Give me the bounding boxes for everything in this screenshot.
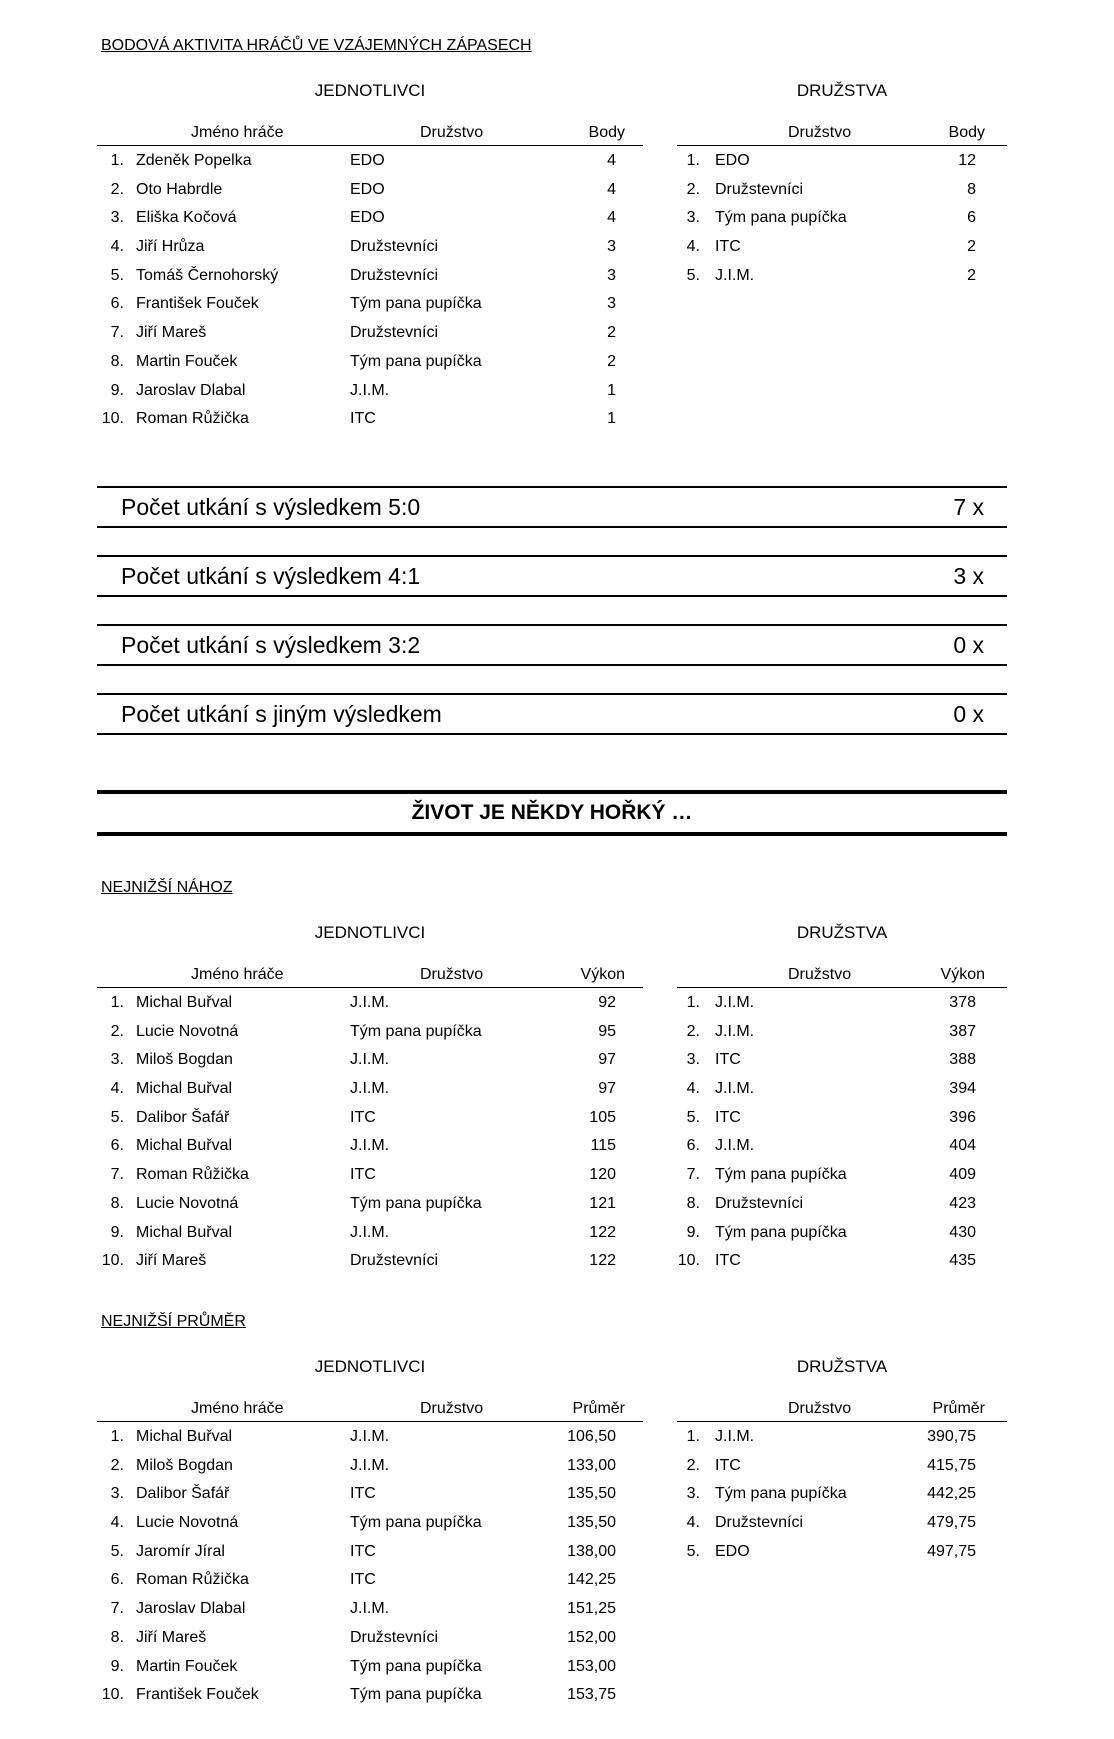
team-name: J.I.M.	[715, 266, 755, 284]
row-value: 2	[607, 352, 616, 370]
row-rank: 6.	[110, 295, 124, 313]
table-row	[677, 1132, 1007, 1161]
team-name: Tým pana pupíčka	[715, 1166, 847, 1184]
row-rank: 3.	[686, 1051, 700, 1069]
row-value: 121	[589, 1194, 616, 1212]
row-value: 4	[607, 209, 616, 227]
table-row	[677, 204, 1007, 233]
row-rank: 4.	[686, 1080, 700, 1098]
stat-label: Počet utkání s jiným výsledkem	[121, 701, 442, 727]
team-name: EDO	[715, 152, 750, 169]
team-name: ITC	[715, 1456, 741, 1474]
row-rank: 6.	[110, 1571, 124, 1589]
teams-heading: DRUŽSTVA	[796, 1357, 888, 1376]
row-value: 120	[589, 1166, 616, 1184]
team-name: J.I.M.	[715, 1428, 755, 1445]
row-rank: 8.	[110, 1628, 124, 1646]
table-row	[677, 1161, 1007, 1190]
row-value: 106,50	[567, 1428, 616, 1445]
row-rank: 10.	[677, 1252, 700, 1270]
team-name: J.I.M.	[350, 1137, 390, 1155]
section-title-lowest-average: NEJNIŽŠÍ PRŮMĚR	[101, 1313, 246, 1330]
player-name: Lucie Novotná	[136, 1514, 239, 1532]
table-row	[677, 1190, 1007, 1219]
player-name: Martin Fouček	[136, 1657, 238, 1675]
row-rank: 4.	[686, 238, 700, 256]
individuals-heading: JEDNOTLIVCI	[314, 1357, 426, 1376]
table-row	[677, 989, 1007, 1018]
individuals-table	[97, 1395, 643, 1710]
row-value: 92	[598, 994, 616, 1011]
team-name: Tým pana pupíčka	[715, 209, 847, 227]
row-value: 404	[949, 1137, 976, 1155]
section-title-lowest-throw: NEJNIŽŠÍ NÁHOZ	[101, 879, 233, 896]
teams-heading: DRUŽSTVA	[796, 923, 888, 942]
player-name: Michal Buřval	[136, 1223, 233, 1241]
player-name: Miloš Bogdan	[136, 1051, 233, 1069]
row-value: 97	[598, 1051, 616, 1069]
row-value: 497,75	[927, 1542, 976, 1560]
column-header-name: Jméno hráče	[191, 1400, 284, 1417]
team-name: J.I.M.	[715, 1080, 755, 1098]
row-value: 388	[949, 1051, 976, 1069]
team-name: ITC	[350, 1542, 376, 1560]
player-name: Jiří Mareš	[136, 1628, 207, 1646]
row-value: 105	[589, 1108, 616, 1126]
team-name: ITC	[350, 410, 376, 428]
row-value: 479,75	[927, 1514, 976, 1532]
row-rank: 1.	[110, 994, 124, 1011]
row-rank: 5.	[686, 266, 700, 284]
table-row	[97, 377, 643, 406]
team-name: J.I.M.	[715, 1137, 755, 1155]
row-rank: 5.	[110, 1108, 124, 1126]
team-name: ITC	[350, 1166, 376, 1184]
table-row	[97, 1595, 643, 1624]
table-header	[677, 119, 1007, 146]
table-row	[97, 1452, 643, 1481]
row-rank: 9.	[110, 1657, 124, 1675]
teams-table	[677, 1395, 1007, 1566]
team-name: ITC	[715, 1252, 741, 1270]
table-row	[97, 1161, 643, 1190]
table-header	[97, 961, 643, 988]
row-rank: 7.	[686, 1166, 700, 1184]
row-value: 152,00	[567, 1628, 616, 1646]
row-rank: 10.	[101, 410, 124, 428]
row-value: 8	[967, 180, 976, 198]
row-value: 2	[607, 324, 616, 342]
player-name: František Fouček	[136, 295, 259, 313]
player-name: Jiří Mareš	[136, 324, 207, 342]
row-value: 4	[607, 180, 616, 198]
column-header-value: Body	[948, 124, 985, 141]
stat-row-other	[97, 693, 1007, 735]
row-rank: 10.	[101, 1252, 124, 1270]
table-row	[97, 1018, 643, 1047]
team-name: Družstevníci	[715, 180, 804, 198]
row-value: 396	[949, 1108, 976, 1126]
table-row	[677, 1247, 1007, 1276]
teams-table	[677, 119, 1007, 290]
team-name: Družstevníci	[350, 324, 439, 342]
row-rank: 4.	[110, 238, 124, 256]
row-value: 135,50	[567, 1514, 616, 1532]
team-name: ITC	[715, 1051, 741, 1069]
player-name: Miloš Bogdan	[136, 1456, 233, 1474]
row-rank: 3.	[110, 209, 124, 227]
table-row	[97, 1190, 643, 1219]
row-rank: 5.	[110, 1542, 124, 1560]
team-name: J.I.M.	[350, 381, 390, 399]
table-row	[97, 1624, 643, 1653]
table-row	[97, 1219, 643, 1248]
row-rank: 6.	[686, 1137, 700, 1155]
team-name: ITC	[715, 238, 741, 256]
player-name: Lucie Novotná	[136, 1022, 239, 1040]
row-rank: 10.	[101, 1686, 124, 1704]
team-name: ITC	[715, 1108, 741, 1126]
row-rank: 2.	[686, 1022, 700, 1040]
player-name: Tomáš Černohorský	[136, 266, 279, 284]
stat-label: Počet utkání s výsledkem 3:2	[121, 632, 421, 658]
row-value: 151,25	[567, 1600, 616, 1618]
team-name: Družstevníci	[350, 266, 439, 284]
table-row	[97, 348, 643, 377]
row-value: 115	[590, 1137, 616, 1155]
table-row	[97, 1653, 643, 1682]
individuals-heading: JEDNOTLIVCI	[314, 81, 426, 100]
row-rank: 5.	[686, 1542, 700, 1560]
table-row	[97, 1075, 643, 1104]
table-header	[97, 119, 643, 146]
table-row	[97, 204, 643, 233]
row-rank: 3.	[686, 209, 700, 227]
player-name: Martin Fouček	[136, 352, 238, 370]
table-row	[97, 319, 643, 348]
row-value: 435	[949, 1252, 976, 1270]
team-name: ITC	[350, 1571, 376, 1589]
row-value: 12	[958, 152, 976, 169]
table-row	[97, 1247, 643, 1276]
table-row	[677, 1018, 1007, 1047]
row-rank: 7.	[110, 1166, 124, 1184]
stat-row-3-2	[97, 624, 1007, 666]
row-value: 153,00	[567, 1657, 616, 1675]
player-name: Roman Růžička	[136, 410, 249, 428]
column-header-name: Jméno hráče	[191, 966, 284, 983]
column-header-name: Jméno hráče	[191, 124, 284, 141]
table-header	[97, 1395, 643, 1422]
team-name: J.I.M.	[350, 1600, 390, 1618]
player-name: Michal Buřval	[136, 994, 233, 1011]
table-row	[97, 290, 643, 319]
row-value: 1	[607, 410, 616, 428]
row-rank: 9.	[686, 1223, 700, 1241]
row-value: 153,75	[567, 1686, 616, 1704]
row-value: 409	[949, 1166, 976, 1184]
column-header-team: Družstvo	[420, 124, 484, 141]
table-row	[677, 147, 1007, 176]
column-header-team: Družstvo	[788, 1400, 852, 1417]
player-name: Michal Buřval	[136, 1428, 233, 1445]
team-name: Družstevníci	[350, 238, 439, 256]
row-rank: 4.	[686, 1514, 700, 1532]
table-row	[677, 1104, 1007, 1133]
player-name: Lucie Novotná	[136, 1194, 239, 1212]
column-header-team: Družstvo	[788, 124, 852, 141]
player-name: Michal Buřval	[136, 1080, 233, 1098]
table-row	[97, 1104, 643, 1133]
row-value: 394	[949, 1080, 976, 1098]
row-rank: 5.	[110, 266, 124, 284]
row-rank: 1.	[686, 1428, 700, 1445]
column-header-value: Výkon	[940, 966, 985, 983]
team-name: EDO	[350, 152, 385, 169]
player-name: František Fouček	[136, 1686, 259, 1704]
row-value: 442,25	[927, 1485, 976, 1503]
team-name: Tým pana pupíčka	[350, 1022, 482, 1040]
player-name: Eliška Kočová	[136, 209, 237, 227]
row-value: 415,75	[927, 1456, 976, 1474]
team-name: J.I.M.	[350, 1080, 390, 1098]
row-rank: 1.	[110, 1428, 124, 1445]
row-rank: 6.	[110, 1137, 124, 1155]
table-row	[97, 262, 643, 291]
table-row	[677, 1452, 1007, 1481]
team-name: Tým pana pupíčka	[350, 1194, 482, 1212]
row-value: 3	[607, 266, 616, 284]
table-row	[97, 233, 643, 262]
table-row	[677, 1046, 1007, 1075]
row-rank: 2.	[110, 1022, 124, 1040]
row-value: 138,00	[567, 1542, 616, 1560]
row-rank: 3.	[110, 1485, 124, 1503]
team-name: J.I.M.	[715, 1022, 755, 1040]
player-name: Jiří Mareš	[136, 1252, 207, 1270]
row-value: 95	[598, 1022, 616, 1040]
row-rank: 8.	[686, 1194, 700, 1212]
table-row	[677, 176, 1007, 205]
row-value: 6	[967, 209, 976, 227]
column-header-team: Družstvo	[788, 966, 852, 983]
player-name: Dalibor Šafář	[136, 1485, 230, 1503]
column-header-team: Družstvo	[420, 1400, 484, 1417]
section-title-points: BODOVÁ AKTIVITA HRÁČŮ VE VZÁJEMNÝCH ZÁPASECH	[101, 37, 532, 54]
team-name: Družstevníci	[715, 1514, 804, 1532]
row-value: 135,50	[567, 1485, 616, 1503]
row-rank: 4.	[110, 1514, 124, 1532]
team-name: Tým pana pupíčka	[350, 1686, 482, 1704]
table-row	[677, 1509, 1007, 1538]
table-row	[677, 1480, 1007, 1509]
table-row	[97, 1423, 643, 1452]
table-row	[97, 1132, 643, 1161]
individuals-heading: JEDNOTLIVCI	[314, 923, 426, 942]
player-name: Jiří Hrůza	[136, 238, 205, 256]
player-name: Oto Habrdle	[136, 180, 223, 198]
row-value: 3	[607, 295, 616, 313]
stat-value: 3 x	[953, 563, 984, 589]
row-value: 387	[949, 1022, 976, 1040]
team-name: Družstevníci	[350, 1628, 439, 1646]
table-row	[677, 233, 1007, 262]
stat-label: Počet utkání s výsledkem 5:0	[121, 494, 421, 520]
table-row	[97, 1509, 643, 1538]
teams-heading: DRUŽSTVA	[796, 81, 888, 100]
row-rank: 8.	[110, 352, 124, 370]
row-rank: 4.	[110, 1080, 124, 1098]
team-name: J.I.M.	[350, 1051, 390, 1069]
row-value: 378	[949, 994, 976, 1011]
row-rank: 3.	[686, 1485, 700, 1503]
row-value: 3	[607, 238, 616, 256]
column-header-value: Výkon	[580, 966, 625, 983]
table-row	[677, 1538, 1007, 1567]
row-value: 97	[598, 1080, 616, 1098]
row-value: 122	[589, 1252, 616, 1270]
row-rank: 5.	[686, 1108, 700, 1126]
table-row	[677, 262, 1007, 291]
table-header	[677, 1395, 1007, 1422]
row-rank: 1.	[686, 152, 700, 169]
team-name: EDO	[715, 1542, 750, 1560]
table-row	[97, 147, 643, 176]
stat-row-5-0	[97, 486, 1007, 528]
stat-value: 0 x	[953, 632, 984, 658]
team-name: J.I.M.	[350, 1456, 390, 1474]
stat-value: 0 x	[953, 701, 984, 727]
column-header-value: Průměr	[572, 1400, 625, 1417]
team-name: Tým pana pupíčka	[715, 1223, 847, 1241]
table-row	[97, 1538, 643, 1567]
column-header-value: Body	[588, 124, 625, 141]
row-rank: 8.	[110, 1194, 124, 1212]
player-name: Jaroslav Dlabal	[136, 1600, 246, 1618]
stat-value: 7 x	[953, 494, 984, 520]
stat-label: Počet utkání s výsledkem 4:1	[121, 563, 421, 589]
team-name: Tým pana pupíčka	[350, 352, 482, 370]
banner-heading: ŽIVOT JE NĚKDY HOŘKÝ …	[97, 790, 1007, 836]
stat-row-4-1	[97, 555, 1007, 597]
row-value: 122	[589, 1223, 616, 1241]
table-row	[97, 1046, 643, 1075]
row-rank: 2.	[686, 180, 700, 198]
team-name: J.I.M.	[715, 994, 755, 1011]
table-row	[677, 1423, 1007, 1452]
row-rank: 1.	[110, 152, 124, 169]
team-name: Tým pana pupíčka	[350, 1657, 482, 1675]
row-rank: 1.	[686, 994, 700, 1011]
table-row	[97, 989, 643, 1018]
team-name: J.I.M.	[350, 1428, 390, 1445]
player-name: Jaromír Jíral	[136, 1542, 225, 1560]
teams-table	[677, 961, 1007, 1276]
team-name: Družstevníci	[715, 1194, 804, 1212]
table-row	[97, 1480, 643, 1509]
row-rank: 2.	[110, 180, 124, 198]
row-rank: 9.	[110, 381, 124, 399]
row-value: 4	[607, 152, 616, 169]
row-value: 2	[967, 266, 976, 284]
row-value: 390,75	[927, 1428, 976, 1445]
table-row	[677, 1075, 1007, 1104]
team-name: J.I.M.	[350, 1223, 390, 1241]
player-name: Jaroslav Dlabal	[136, 381, 246, 399]
table-row	[97, 1566, 643, 1595]
team-name: ITC	[350, 1108, 376, 1126]
row-value: 1	[607, 381, 616, 399]
row-rank: 3.	[110, 1051, 124, 1069]
team-name: J.I.M.	[350, 994, 390, 1011]
table-row	[97, 1681, 643, 1710]
row-rank: 9.	[110, 1223, 124, 1241]
team-name: EDO	[350, 180, 385, 198]
player-name: Dalibor Šafář	[136, 1108, 230, 1126]
player-name: Zdeněk Popelka	[136, 152, 252, 169]
individuals-table	[97, 119, 643, 434]
team-name: ITC	[350, 1485, 376, 1503]
individuals-table	[97, 961, 643, 1276]
team-name: Tým pana pupíčka	[350, 295, 482, 313]
table-row	[97, 176, 643, 205]
column-header-team: Družstvo	[420, 966, 484, 983]
team-name: EDO	[350, 209, 385, 227]
row-value: 142,25	[567, 1571, 616, 1589]
row-rank: 7.	[110, 324, 124, 342]
row-value: 423	[949, 1194, 976, 1212]
table-row	[677, 1219, 1007, 1248]
table-header	[677, 961, 1007, 988]
row-rank: 7.	[110, 1600, 124, 1618]
player-name: Michal Buřval	[136, 1137, 233, 1155]
column-header-value: Průměr	[932, 1400, 985, 1417]
team-name: Družstevníci	[350, 1252, 439, 1270]
row-value: 430	[949, 1223, 976, 1241]
team-name: Tým pana pupíčka	[350, 1514, 482, 1532]
row-rank: 2.	[110, 1456, 124, 1474]
row-rank: 2.	[686, 1456, 700, 1474]
team-name: Tým pana pupíčka	[715, 1485, 847, 1503]
row-value: 133,00	[567, 1456, 616, 1474]
row-value: 2	[967, 238, 976, 256]
player-name: Roman Růžička	[136, 1571, 249, 1589]
table-row	[97, 405, 643, 434]
player-name: Roman Růžička	[136, 1166, 249, 1184]
